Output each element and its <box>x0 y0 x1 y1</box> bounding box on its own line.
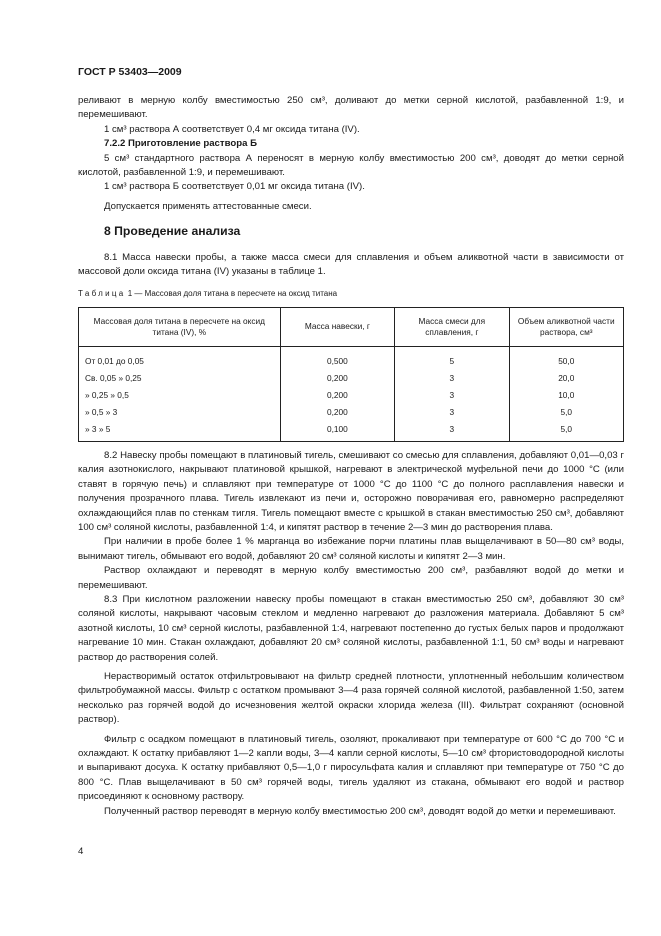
paragraph: 1 см³ раствора А соответствует 0,4 мг оксида титана (IV). <box>104 123 360 135</box>
table-cell: Св. 0,05 » 0,25 <box>79 370 281 387</box>
table-header-row <box>79 307 624 346</box>
table-cell: 5 <box>395 346 509 370</box>
section-heading: 8 Проведение анализа <box>104 224 241 239</box>
table-cell: 0,200 <box>280 404 394 421</box>
table-header-cell: Масса смеси для сплавления, г <box>395 307 509 346</box>
table-cell: 5,0 <box>509 404 623 421</box>
table-row <box>79 370 624 387</box>
paragraph: 8.3 При кислотном разложении навеску пробы помещают в стакан вместимостью 250 см³, добавляют 30 см³ соляной кислоты, накрывают часовым стеклом и медленно нагревают до разложения материала. Добавляют 5 см³ азотной кислоты, 10 см³ серной кислоты, разбавленной 1:4, нагревают постепенно до густых белых паров и продолжают нагревание 10 мин. Стакан охлаждают, добавляют 20 см³ соляной кислоты, разбавленной 1:1, 50 см³ воды и нагревают раствор до растворения солей. <box>78 593 624 663</box>
table-cell: От 0,01 до 0,05 <box>79 346 281 370</box>
paragraph: Полученный раствор переводят в мерную колбу вместимостью 200 см³, доводят водой до метки и перемешивают. <box>104 805 616 817</box>
table-row <box>79 404 624 421</box>
table-cell: » 0,5 » 3 <box>79 404 281 421</box>
table-cell: 20,0 <box>509 370 623 387</box>
table-caption-text: 1 — Массовая доля титана в пересчете на оксид титана <box>127 289 338 299</box>
table-header-cell: Масса навески, г <box>280 307 394 346</box>
table-cell: 0,200 <box>280 387 394 404</box>
table-cell: » 3 » 5 <box>79 421 281 442</box>
table-row <box>79 421 624 442</box>
table-cell: 5,0 <box>509 421 623 442</box>
paragraph: 8.1 Масса навески пробы, а также масса смеси для сплавления и объем аликвотной части в зависимости от массовой доли оксида титана (IV) указаны в таблице 1. <box>78 251 624 278</box>
paragraph: Допускается применять аттестованные смеси. <box>104 200 312 212</box>
table-row <box>79 387 624 404</box>
table-cell: 0,100 <box>280 421 394 442</box>
paragraph: При наличии в пробе более 1 % марганца во избежание порчи платины плав выщелачивают в 50—80 см³ воды, вынимают тигель, обмывают его водой, добавляют 20 см³ соляной кислоты и кипятят 2—3 мин. <box>78 536 624 562</box>
paragraph: 5 см³ стандартного раствора А переносят в мерную колбу вместимостью 200 см³, доводят до метки серной кислотой, разбавленной 1:9, и перемешивают. <box>78 152 624 179</box>
document-body <box>78 94 624 819</box>
data-table <box>78 307 624 442</box>
table-cell: 3 <box>395 404 509 421</box>
table-caption-prefix: Таблица <box>78 289 126 299</box>
table-cell: 3 <box>395 421 509 442</box>
paragraph: Нерастворимый остаток отфильтровывают на фильтр средней плотности, уплотненный небольшим количеством фильтробумажной массы. Фильтр с остатком промывают 3—4 раза горячей соляной кислотой, разбавленной 1:50, затем несколько раз горячей водой до исчезновения желтой окраски хлорида железа (III). Фильтрат сохраняют (основной раствор). <box>78 670 624 726</box>
table-header-cell: Массовая доля титана в пересчете на оксид титана (IV), % <box>79 307 281 346</box>
table-header-cell: Объем аликвотной части раствора, см³ <box>509 307 623 346</box>
table-cell: 50,0 <box>509 346 623 370</box>
table-cell: 3 <box>395 370 509 387</box>
table-cell: » 0,25 » 0,5 <box>79 387 281 404</box>
table-cell: 10,0 <box>509 387 623 404</box>
table-row <box>79 346 624 370</box>
paragraph: Фильтр с осадком помещают в платиновый тигель, озоляют, прокаливают при температуре от 600 °С до 700 °С и охлаждают. К остатку прибавляют 1—2 капли воды, 3—4 капли серной кислоты, 5—10 см³ фтористоводородной кислоты и выпаривают досуха. К остатку прибавляют 0,5—1,0 г пиросульфата калия и сплавляют при температуре от 750 °С до 800 °С. Плав выщелачивают в 50 см³ горячей воды, тигель удаляют из стакана, обмывают его водой и раствор присоединяют к основному раствору. <box>78 733 624 803</box>
table-cell: 3 <box>395 387 509 404</box>
paragraph: 8.2 Навеску пробы помещают в платиновый тигель, смешивают со смесью для сплавления, добавляют 0,01—0,03 г калия азотнокислого, накрывают платиновой крышкой, нагревают в электрической муфельной печи до 1000 °С (или ставят в горячую печь) и сплавляют при температуре от 1000 °С до 1100 °С до полного расплавления навески и получения прозрачного плава. Тигель извлекают из печи и, осторожно поворачивая его, равномерно распределяют охлаждающийся плав по стенкам тигля. Тигель помещают вместе с крышкой в стакан вместимостью 250 см³, добавляют 100 см³ соляной кислоты, разбавленной 1:4, и кипятят раствор в течение 2—3 мин до растворения плава. <box>78 449 624 533</box>
table-cell: 0,500 <box>280 346 394 370</box>
subsection-heading: 7.2.2 Приготовление раствора Б <box>104 138 257 150</box>
paragraph: Раствор охлаждают и переводят в мерную колбу вместимостью 200 см³, разбавляют водой до метки и перемешивают. <box>78 565 624 591</box>
paragraph: 1 см³ раствора Б соответствует 0,01 мг оксида титана (IV). <box>104 181 365 193</box>
table-caption <box>78 287 624 301</box>
page-number: 4 <box>78 846 84 857</box>
document-header: ГОСТ Р 53403—2009 <box>78 66 182 78</box>
table-cell: 0,200 <box>280 370 394 387</box>
paragraph: реливают в мерную колбу вместимостью 250 см³, доливают до метки серной кислотой, разбавленной 1:9, и перемешивают. <box>78 95 624 121</box>
